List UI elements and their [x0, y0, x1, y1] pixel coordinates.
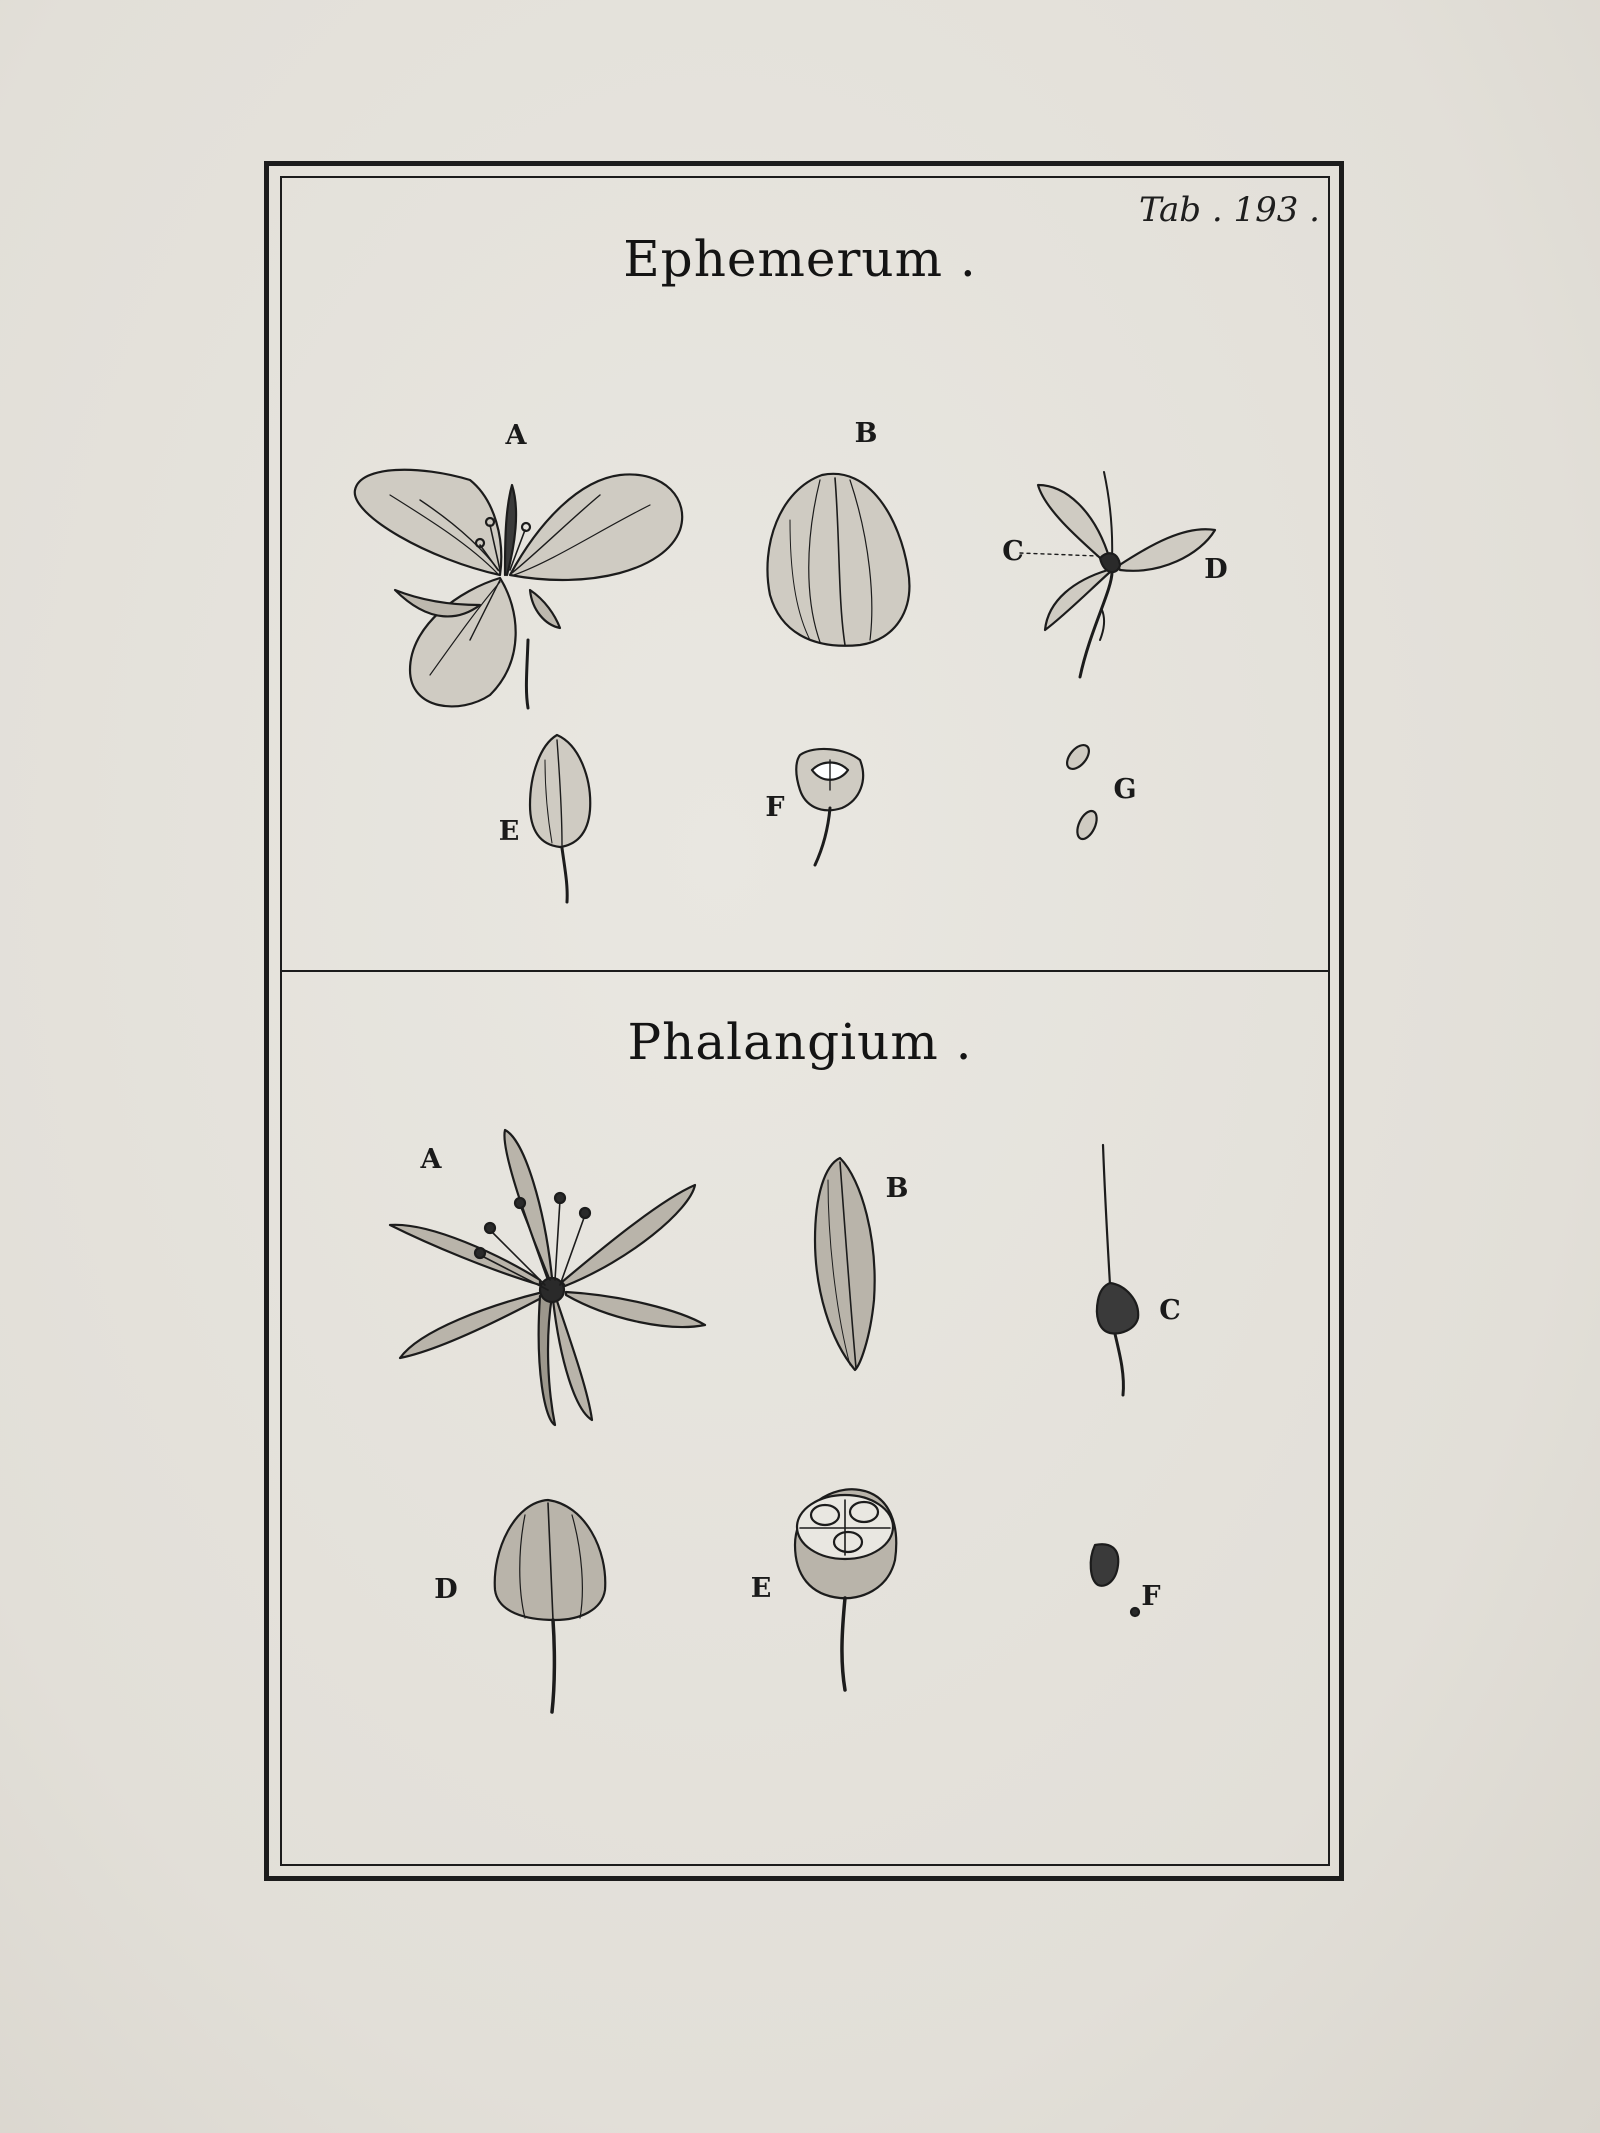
- tab-number: Tab . 193 .: [1138, 190, 1320, 230]
- phalangium-fig-b-petal: [815, 1158, 875, 1370]
- ephemerum-fig-g-seeds: [1063, 741, 1101, 842]
- label-ephemerum-a: A: [505, 420, 527, 451]
- label-ephemerum-d: D: [1204, 554, 1228, 585]
- label-ephemerum-e: E: [498, 816, 520, 847]
- phalangium-fig-e-cross-section: [795, 1489, 896, 1690]
- ephemerum-fig-f-capsule: [796, 749, 863, 865]
- phalangium-fig-a-flower: [390, 1130, 705, 1425]
- label-phalangium-f: F: [1141, 1581, 1161, 1612]
- phalangium-fig-c-pistil: [1097, 1145, 1138, 1395]
- ephemerum-fig-a-flower: [355, 470, 682, 708]
- label-ephemerum-f: F: [765, 792, 785, 823]
- phalangium-fig-f-seed: [1091, 1544, 1139, 1616]
- ephemerum-fig-cd-small-flower: [1020, 472, 1215, 677]
- label-ephemerum-b: B: [854, 418, 878, 449]
- label-phalangium-c: C: [1159, 1295, 1181, 1326]
- label-phalangium-a: A: [420, 1144, 442, 1175]
- label-phalangium-b: B: [885, 1173, 909, 1204]
- title-phalangium: Phalangium .: [627, 1013, 973, 1071]
- title-ephemerum: Ephemerum .: [623, 230, 977, 288]
- label-ephemerum-c: C: [1002, 536, 1024, 567]
- label-ephemerum-g: G: [1113, 774, 1137, 805]
- ephemerum-fig-e-bud: [530, 735, 590, 902]
- phalangium-fig-d-capsule: [495, 1500, 606, 1712]
- ephemerum-fig-b-petal: [767, 474, 909, 646]
- label-phalangium-d: D: [434, 1574, 458, 1605]
- label-phalangium-e: E: [750, 1573, 772, 1604]
